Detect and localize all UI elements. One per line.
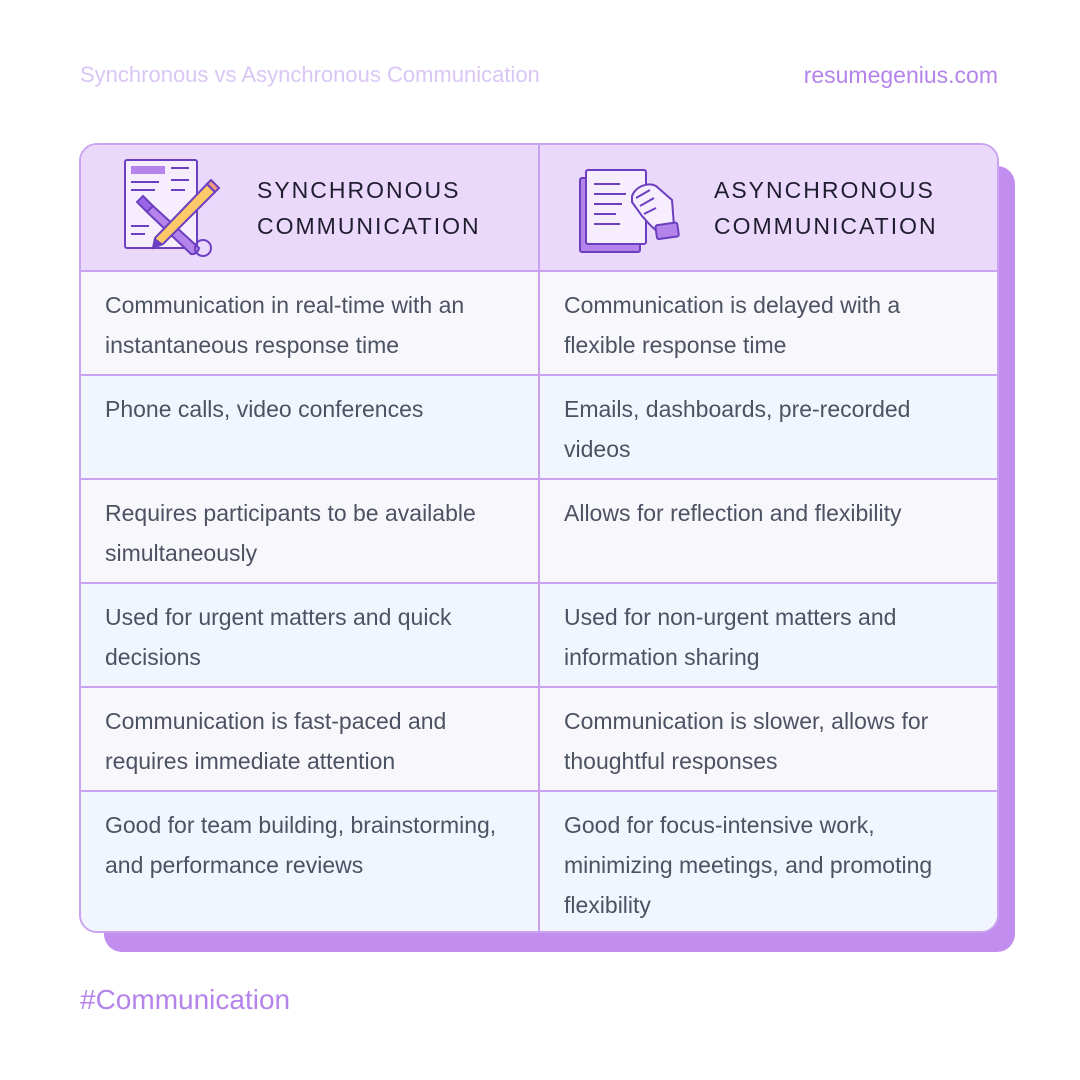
sync-cell: Used for urgent matters and quick decisions xyxy=(81,583,539,687)
column-header-sync: SYNCHRONOUS COMMUNICATION xyxy=(257,176,481,239)
header-cell-async xyxy=(539,145,997,271)
documents-hand-icon xyxy=(576,156,680,260)
sync-cell: Communication in real-time with an instantaneous response time xyxy=(81,271,539,375)
document-pencil-wrench-icon xyxy=(119,156,223,260)
header-cell-sync xyxy=(81,145,539,271)
page-title: Synchronous vs Asynchronous Communication xyxy=(80,62,540,87)
table-header-row xyxy=(81,145,997,271)
table-row xyxy=(81,791,997,933)
async-cell: Good for focus-intensive work, minimizing meetings, and promoting flexibility xyxy=(539,791,997,933)
hashtag[interactable]: #Communication xyxy=(80,984,291,1015)
column-header-async: ASYNCHRONOUS COMMUNICATION xyxy=(714,176,938,239)
async-cell: Allows for reflection and flexibility xyxy=(539,479,997,583)
table-row xyxy=(81,479,997,583)
sync-cell: Requires participants to be available simultaneously xyxy=(81,479,539,583)
site-link[interactable]: resumegenius.com xyxy=(803,62,998,88)
async-cell: Communication is slower, allows for thoughtful responses xyxy=(539,687,997,791)
sync-cell: Good for team building, brainstorming, and performance reviews xyxy=(81,791,539,933)
sync-cell: Communication is fast-paced and requires immediate attention xyxy=(81,687,539,791)
comparison-table xyxy=(81,145,997,933)
table-row xyxy=(81,583,997,687)
table-row xyxy=(81,687,997,791)
async-cell: Used for non-urgent matters and information sharing xyxy=(539,583,997,687)
async-cell: Communication is delayed with a flexible response time xyxy=(539,271,997,375)
table-row xyxy=(81,271,997,375)
async-cell: Emails, dashboards, pre-recorded videos xyxy=(539,375,997,479)
table-row xyxy=(81,375,997,479)
comparison-card xyxy=(79,143,999,933)
sync-cell: Phone calls, video conferences xyxy=(81,375,539,479)
